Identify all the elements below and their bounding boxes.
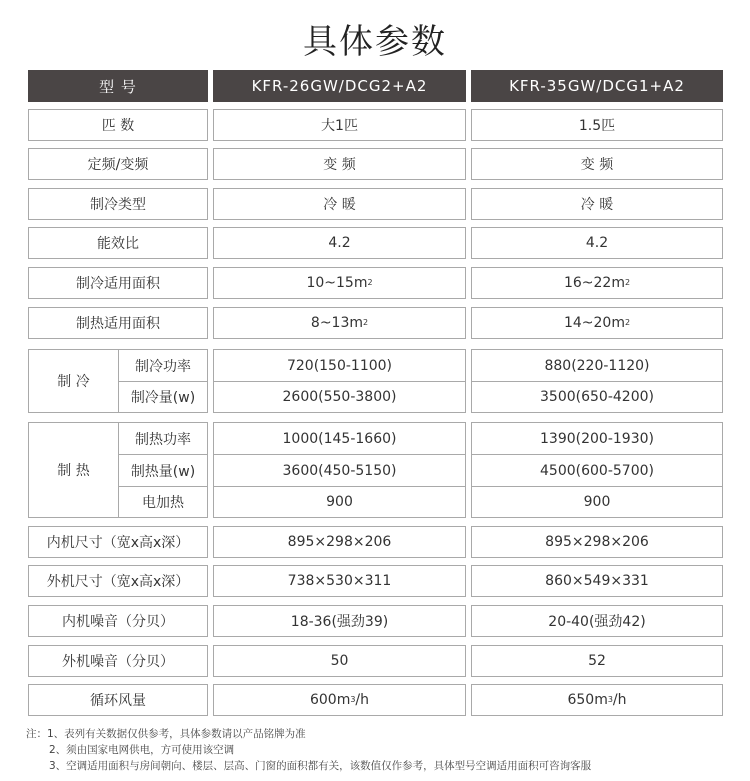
heating-values-a: [213, 422, 466, 518]
value-b-cool-capacity: 3500(650-4200): [540, 389, 654, 405]
row-label-efficiency: 能效比: [28, 227, 208, 259]
row-label-heat-capacity: 制热量(w): [130, 463, 196, 480]
value-a-heat-power: 1000(145-1660): [282, 430, 397, 447]
header-label: 型 号: [28, 70, 208, 102]
row-label-cool-type: 制冷类型: [28, 188, 208, 220]
value-a-heat-capacity: 3600(450-5150): [282, 462, 397, 479]
value-b-outdoor-size: 860×549×331: [471, 565, 723, 597]
note-3: 3、空调适用面积与房间朝向、楼层、层高、门窗的面积都有关，该数值仅作参考，具体型号空调适用面积可咨询客服: [49, 760, 592, 772]
row-label-electric-heat: 电加热: [142, 495, 184, 511]
value-b-electric-heat: 900: [583, 494, 611, 510]
row-label-airflow: 循环风量: [28, 684, 208, 716]
value-b-horsepower: 1.5匹: [471, 109, 723, 141]
value-b-indoor-size: 895×298×206: [471, 526, 723, 558]
cooling-values-a: [213, 349, 466, 413]
value-a-cool-area: 10~15m 2: [213, 267, 466, 299]
cooling-values-b: [471, 349, 723, 413]
row-label-cool-capacity: 制冷量(w): [130, 390, 196, 406]
value-a-electric-heat: 900: [326, 494, 353, 510]
value-b-outdoor-noise: 52: [471, 645, 723, 677]
row-label-outdoor-noise: 外机噪音（分贝）: [28, 645, 208, 677]
row-label-indoor-noise: 内机噪音（分贝）: [28, 605, 208, 637]
heating-values-b: [471, 422, 723, 518]
value-b-cool-area: 16~22m 2: [471, 267, 723, 299]
cooling-label-box: [28, 349, 208, 413]
value-b-cool-power: 880(220-1120): [544, 357, 650, 374]
header-model-a: KFR-26GW/DCG2+A2: [213, 70, 466, 102]
value-b-cool-type: 冷 暖: [471, 188, 723, 220]
value-a-cool-capacity: 2600(550-3800): [282, 389, 397, 405]
value-b-heat-power: 1390(200-1930): [540, 430, 654, 447]
value-a-outdoor-size: 738×530×311: [213, 565, 466, 597]
value-b-indoor-noise: 20-40(强劲42): [471, 605, 723, 637]
value-a-inverter: 变 频: [213, 148, 466, 180]
value-a-cool-power: 720(150-1100): [286, 357, 393, 374]
header-model-b: KFR-35GW/DCG1+A2: [471, 70, 723, 102]
row-label-cool-power: 制冷功率: [135, 358, 191, 375]
value-b-inverter: 变 频: [471, 148, 723, 180]
row-label-indoor-size: 内机尺寸（宽x高x深）: [28, 526, 208, 558]
row-label-cool-area: 制冷适用面积: [28, 267, 208, 299]
value-b-efficiency: 4.2: [471, 227, 723, 259]
row-label-outdoor-size: 外机尺寸（宽x高x深）: [28, 565, 208, 597]
value-b-heat-area: 14~20m 2: [471, 307, 723, 339]
heating-label-box: [28, 422, 208, 518]
row-label-inverter: 定频/变频: [28, 148, 208, 180]
row-label-heat-power: 制热功率: [135, 431, 191, 448]
page-title: 具体参数: [303, 22, 447, 62]
heating-group-label: 制 热: [57, 463, 90, 479]
value-a-heat-area: 8~13m 2: [213, 307, 466, 339]
row-label-heat-area: 制热适用面积: [28, 307, 208, 339]
value-b-airflow: 650m 3 /h: [471, 684, 723, 716]
value-a-indoor-noise: 18-36(强劲39): [213, 605, 466, 637]
value-a-cool-type: 冷 暖: [213, 188, 466, 220]
value-b-heat-capacity: 4500(600-5700): [540, 462, 654, 479]
value-a-outdoor-noise: 50: [213, 645, 466, 677]
note-2: 2、须由国家电网供电，方可使用该空调: [49, 744, 235, 756]
value-a-horsepower: 大1匹: [213, 109, 466, 141]
cooling-group-label: 制 冷: [57, 374, 90, 390]
row-label-horsepower: 匹 数: [28, 109, 208, 141]
note-1: 注：1、表列有关数据仅供参考，具体参数请以产品铭牌为准: [26, 728, 306, 740]
value-a-airflow: 600m 3 /h: [213, 684, 466, 716]
footnotes: [26, 726, 736, 774]
value-a-indoor-size: 895×298×206: [213, 526, 466, 558]
value-a-efficiency: 4.2: [213, 227, 466, 259]
